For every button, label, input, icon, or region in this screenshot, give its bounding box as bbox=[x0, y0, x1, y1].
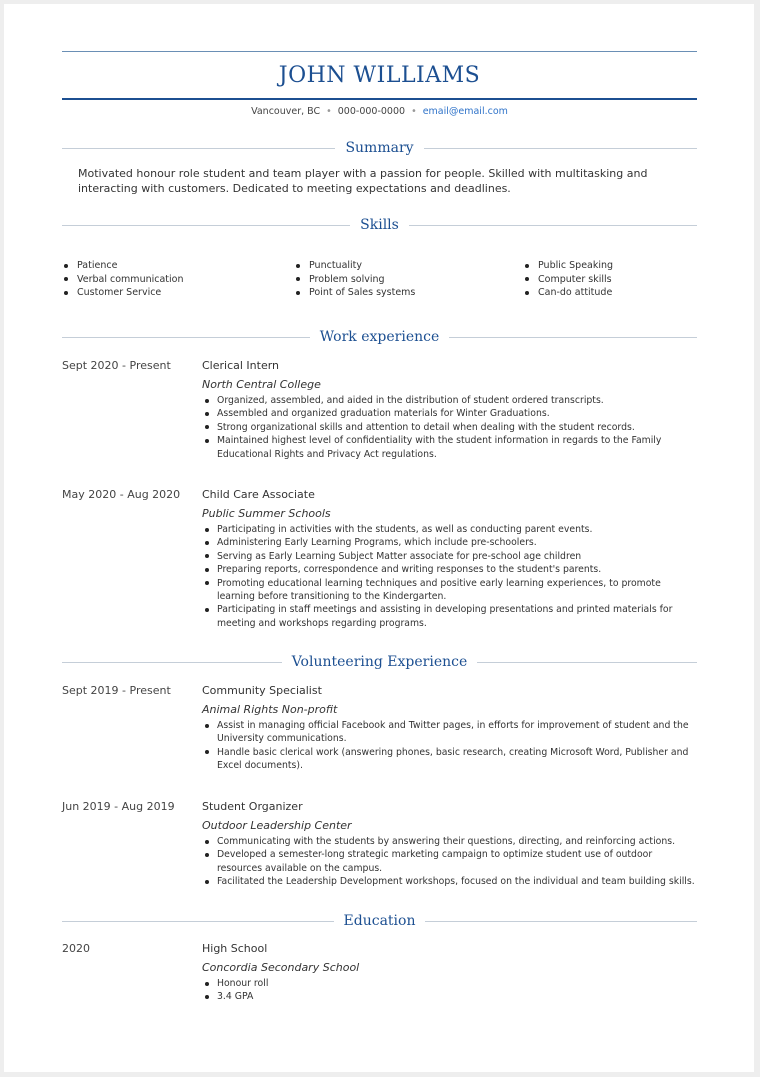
contact-separator: • bbox=[326, 106, 332, 117]
entry-organization: Concordia Secondary School bbox=[202, 961, 360, 974]
entry-date: Sept 2020 - Present bbox=[62, 359, 171, 372]
bullet-item: Maintained highest level of confidentiality with the student information in regards to the Family Educational Rights and Privacy Act regulations. bbox=[202, 434, 697, 461]
section-title: Work experience bbox=[319, 329, 440, 345]
entry-bullets bbox=[202, 835, 697, 889]
section-rule bbox=[62, 662, 282, 663]
entry-bullets bbox=[202, 394, 697, 461]
name-divider bbox=[62, 98, 697, 100]
bullet-item: Participating in staff meetings and assisting in developing presentations and printed materials for meeting and workshops regarding programs. bbox=[202, 603, 697, 630]
entry-role: Child Care Associate bbox=[202, 488, 315, 501]
skill-item: Problem solving bbox=[294, 273, 415, 287]
entry-role: High School bbox=[202, 942, 268, 955]
section-rule bbox=[424, 148, 697, 149]
entry-organization: Animal Rights Non-profit bbox=[202, 703, 338, 716]
skill-item: Computer skills bbox=[523, 273, 613, 287]
skills-column-1 bbox=[62, 259, 184, 300]
bullet-item: Honour roll bbox=[202, 977, 697, 990]
skill-item: Verbal communication bbox=[62, 273, 184, 287]
bullet-item: Strong organizational skills and attention to detail when dealing with the student records. bbox=[202, 421, 697, 434]
entry-organization: Outdoor Leadership Center bbox=[202, 819, 352, 832]
contact-separator: • bbox=[411, 106, 417, 117]
section-rule bbox=[449, 337, 697, 338]
skill-item: Patience bbox=[62, 259, 184, 273]
entry-organization: North Central College bbox=[202, 378, 321, 391]
summary-text: Motivated honour role student and team player with a passion for people. Skilled with multitasking and interacting with customers. Dedicated to meeting expectations and deadlines. bbox=[78, 167, 648, 195]
resume-page bbox=[4, 4, 754, 1072]
entry-date: May 2020 - Aug 2020 bbox=[62, 488, 181, 501]
entry-organization: Public Summer Schools bbox=[202, 507, 331, 520]
bullet-item: Developed a semester-long strategic marketing campaign to optimize student use of outdoor resources available on the campus. bbox=[202, 848, 697, 875]
skill-item: Customer Service bbox=[62, 286, 184, 300]
phone: 000-000-0000 bbox=[337, 106, 406, 117]
section-header-summary bbox=[62, 138, 697, 158]
skill-item: Point of Sales systems bbox=[294, 286, 415, 300]
top-divider bbox=[62, 51, 697, 52]
email-link[interactable]: email@email.com bbox=[422, 106, 508, 117]
entry-date: 2020 bbox=[62, 942, 90, 955]
bullet-item: Organized, assembled, and aided in the distribution of student ordered transcripts. bbox=[202, 394, 697, 407]
candidate-name: JOHN WILLIAMS bbox=[278, 63, 481, 88]
skill-item: Can-do attitude bbox=[523, 286, 613, 300]
section-title: Volunteering Experience bbox=[291, 654, 468, 670]
section-title: Skills bbox=[360, 217, 399, 233]
section-rule bbox=[62, 337, 310, 338]
section-rule bbox=[62, 225, 350, 226]
section-rule bbox=[425, 921, 697, 922]
bullet-item: 3.4 GPA bbox=[202, 990, 697, 1003]
section-rule bbox=[62, 148, 335, 149]
entry-bullets bbox=[202, 719, 697, 773]
bullet-item: Handle basic clerical work (answering phones, basic research, creating Microsoft Word, Publisher and Excel documents). bbox=[202, 746, 697, 773]
bullet-item: Administering Early Learning Programs, which include pre-schoolers. bbox=[202, 536, 697, 549]
skills-column-3 bbox=[523, 259, 613, 300]
section-header-skills bbox=[62, 215, 697, 235]
skills-column-2 bbox=[294, 259, 415, 300]
bullet-item: Facilitated the Leadership Development workshops, focused on the individual and team building skills. bbox=[202, 875, 697, 888]
section-rule bbox=[409, 225, 697, 226]
section-title: Summary bbox=[345, 140, 414, 156]
section-header-volunteering bbox=[62, 652, 697, 672]
location: Vancouver, BC bbox=[251, 106, 321, 117]
bullet-item: Participating in activities with the students, as well as conducting parent events. bbox=[202, 523, 697, 536]
bullet-item: Promoting educational learning techniques and positive early learning experiences, to promote learning before transitioning to the Kindergarten. bbox=[202, 577, 697, 604]
entry-date: Sept 2019 - Present bbox=[62, 684, 171, 697]
section-title: Education bbox=[343, 913, 416, 929]
bullet-item: Assembled and organized graduation materials for Winter Graduations. bbox=[202, 407, 697, 420]
bullet-item: Communicating with the students by answering their questions, directing, and reinforcing actions. bbox=[202, 835, 697, 848]
section-rule bbox=[62, 921, 334, 922]
entry-bullets bbox=[202, 977, 697, 1004]
entry-role: Student Organizer bbox=[202, 800, 303, 813]
skill-item: Punctuality bbox=[294, 259, 415, 273]
entry-role: Clerical Intern bbox=[202, 359, 280, 372]
bullet-item: Serving as Early Learning Subject Matter associate for pre-school age children bbox=[202, 550, 697, 563]
bullet-item: Assist in managing official Facebook and Twitter pages, in efforts for improvement of student and the University communications. bbox=[202, 719, 697, 746]
entry-role: Community Specialist bbox=[202, 684, 322, 697]
section-header-education bbox=[62, 911, 697, 931]
bullet-item: Preparing reports, correspondence and writing responses to the student's parents. bbox=[202, 563, 697, 576]
skill-item: Public Speaking bbox=[523, 259, 613, 273]
section-rule bbox=[477, 662, 697, 663]
section-header-work bbox=[62, 327, 697, 347]
contact-line bbox=[62, 105, 697, 119]
entry-date: Jun 2019 - Aug 2019 bbox=[62, 800, 175, 813]
entry-bullets bbox=[202, 523, 697, 630]
